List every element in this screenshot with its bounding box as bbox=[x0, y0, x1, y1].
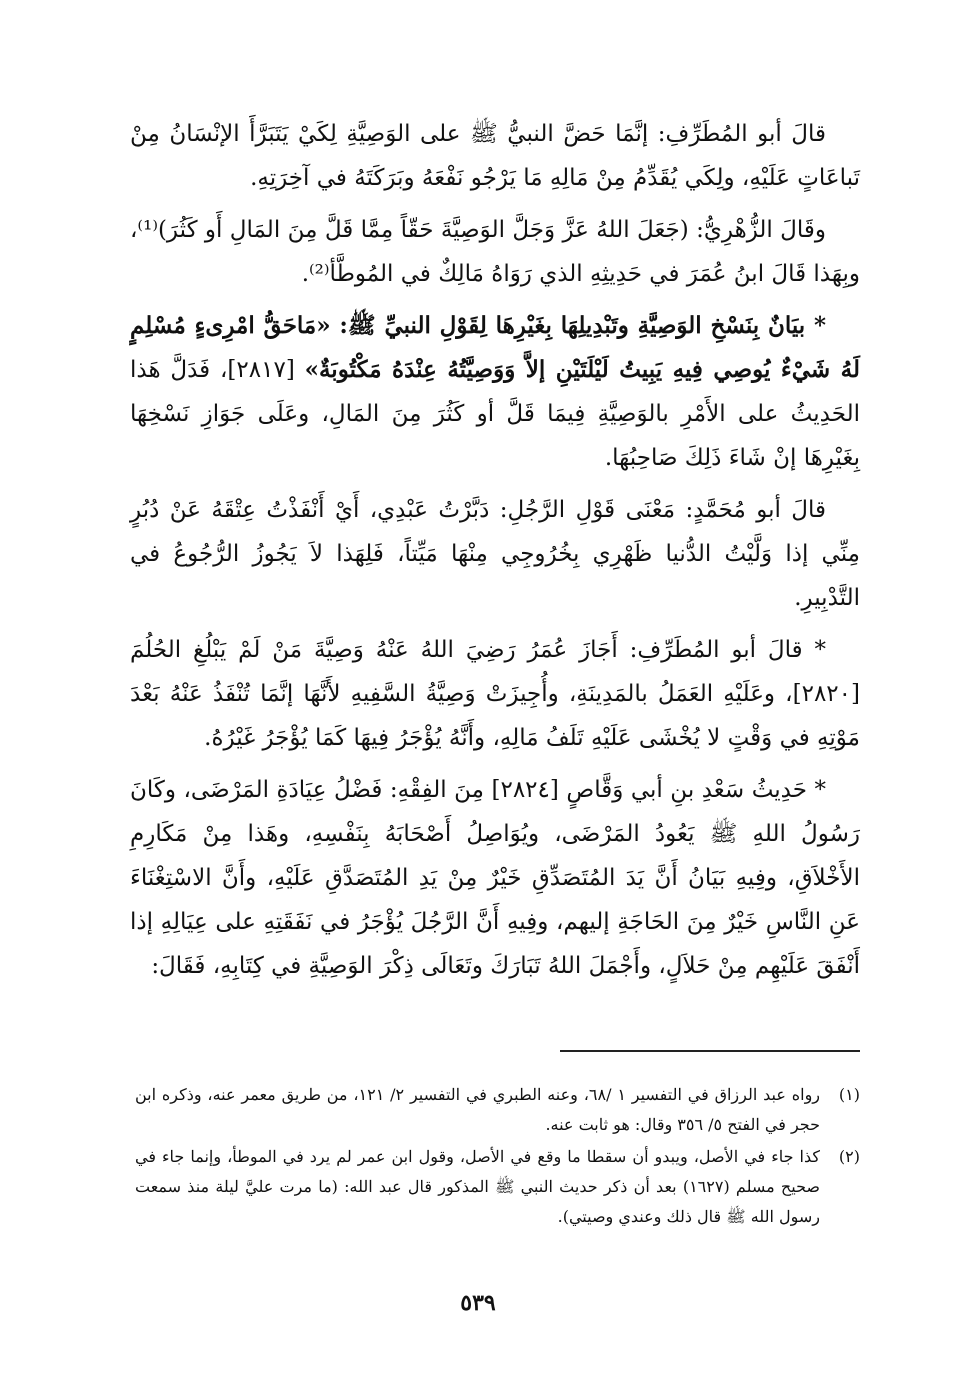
page-number: ٥٣٩ bbox=[460, 1290, 496, 1316]
footnote-2-number: (٢) bbox=[838, 1147, 860, 1166]
footnote-1 bbox=[135, 1080, 860, 1140]
paragraph-1-text: قالَ أبو المُطَرِّفِ: إنَّمَا حَضَّ النبيُّ ﷺ على الوَصِيَّةِ لِكَيْ يَتَبَرَّأَ الإنْسَانُ مِنْ تَباعَاتٍ عَلَيْهِ، ولِكَي يُقَدِّمُ مِنْ مَالِهِ مَا يَرْجُو نَفْعَهُ وبَرَكَتَهُ في آخِرَتِهِ. bbox=[130, 121, 860, 191]
paragraph-3 bbox=[130, 304, 860, 480]
paragraph-5 bbox=[130, 628, 860, 760]
footnote-2-text: كذا جاء في الأصل، ويبدو أن سقطا ما وقع في الأصل، وقول ابن عمر لم يرد في الموطأ، وإنما جاء في صحيح مسلم (١٦٢٧) بعد أن ذكر حديث النبي ﷺ المذكور قال عبد الله: (ما مرت عليَّ ليلة منذ سمعت رسول الله ﷺ قال ذلك وعندي وصيتي). bbox=[135, 1147, 820, 1226]
paragraph-3-hadith: * بيَانٌ بِنَسْخِ الوَصِيَّةِ وتَبْدِيلِهَا بِغَيْرِهَا لِقَوْلِ النبيِّ ﷺ: «مَاحَقُّ امْرِىءٍ مُسْلِمٍ لَهُ شَيْءٌ يُوصِي فِيهِ يَبِيتُ لَيْلَتَيْنِ إلاَّ وَوَصِيَّتُهُ عِنْدَهُ مَكْتُوبَةٌ» bbox=[130, 312, 860, 383]
footnote-separator bbox=[560, 1050, 860, 1052]
paragraph-5-text: * قالَ أبو المُطَرِّفِ: أَجَازَ عُمَرُ رَضِيَ اللهُ عَنْهُ وَصِيَّةَ مَنْ لَمْ يَبْلُغِ الحُلُمَ [٢٨٢٠]، وعَلَيْهِ العَمَلُ بالمَدِينَةِ، وأُجِيزَتْ وَصِيَّةُ السَّفِيهِ لأَنَّهَا إنَّمَا تُنْفَذُ عَنْهُ بَعْدَ مَوْتِهِ في وَقْتٍ لا يُخْشَى عَلَيْهِ تَلَفُ مَالِهِ، وأَنَّهُ يُؤْجَرُ فِيهَا كَمَا يُؤْجَرُ غَيْرُهُ. bbox=[130, 637, 860, 751]
paragraph-4-text: قالَ أبو مُحَمَّدٍ: مَعْنَى قَوْلِ الرَّجُلِ: دَبَّرْتُ عَبْدِي، أَيْ أَنْفَذْتُ عِتْقَهُ عَنْ دُبُرٍ مِنِّي إذا وَلَّيْتُ الدُّنيا ظَهْرِي بِخُرُوجِي مِنْهَا مَيِّتاً، فَلِهَذا لاَ يَجُوزُ الرُّجُوعُ في التَّدْبِيرِ. bbox=[130, 497, 860, 611]
paragraph-3-text: [٢٨١٧]، فَدَلَّ هَذا الحَدِيثُ على الأَمْرِ بالوَصِيَّةِ فِيمَا قَلَّ أو كَثُرَ مِنَ المَالِ، وعَلَى جَوَازِ نَسْخِهَا بِغَيْرِهَا إنْ شَاءَ ذَلِكَ صَاحِبُهَا. bbox=[130, 357, 860, 471]
paragraph-2 bbox=[130, 208, 860, 296]
paragraph-2-text: وقَالَ الزُّهْرِيُّ: (جَعَلَ اللهُ عَزَّ وَجَلَّ الوَصِيَّةَ حَقّاً مِمَّا قَلَّ مِنَ المَالِ أَو كَثُرَ)⁽¹⁾، وبِهَذا قَالَ ابنُ عُمَرَ في حَدِيثِهِ الذي رَوَاهُ مَالِكٌ في المُوطَّأ⁽²⁾. bbox=[130, 217, 860, 287]
footnote-1-text: رواه عبد الرزاق في التفسير ١ /٦٨، وعنه الطبري في التفسير ٢/ ١٢١، من طريق معمر عنه، وذكره ابن حجر في الفتح ٥/ ٣٥٦ وقال: هو ثابت عنه. bbox=[135, 1085, 821, 1134]
footnotes bbox=[135, 1080, 860, 1234]
paragraph-1 bbox=[130, 112, 860, 200]
footnote-2 bbox=[135, 1142, 860, 1232]
paragraph-6 bbox=[130, 768, 860, 988]
footnote-1-number: (١) bbox=[838, 1085, 860, 1104]
main-text bbox=[130, 112, 860, 996]
paragraph-4 bbox=[130, 488, 860, 620]
paragraph-6-text: * حَدِيثُ سَعْدِ بنِ أبي وَقَّاصٍ [٢٨٢٤] مِنَ الفِقْهِ: فَضْلُ عِيَادَةِ المَرْضَى، وكَانَ رَسُولُ اللهِ ﷺ يَعُودُ المَرْضَى، ويُوَاصِلُ أَصْحَابَهُ بِنَفْسِهِ، وهَذا مِنْ مَكَارِمِ الأَخْلاَقِ، وفِيهِ بَيَانُ أَنَّ يَدَ المُتَصَدِّقِ خَيْرٌ مِنْ يَدِ المُتَصَدَّقِ عَلَيْهِ، وأَنَّ الاسْتِغْنَاءَ عَنِ النَّاسِ خَيْرٌ مِنَ الحَاجَةِ إليهم، وفِيهِ أَنَّ الرَّجُلَ يُؤْجَرُ في نَفَقَتِهِ على عِيَالِهِ إذا أَنْفَقَ عَلَيْهِم مِنْ حَلاَلٍ، وأَجْمَلَ اللهُ تَبَارَكَ وتَعَالَى ذِكْرَ الوَصِيَّةِ في كِتَابِهِ، فَقَالَ: bbox=[130, 777, 860, 979]
